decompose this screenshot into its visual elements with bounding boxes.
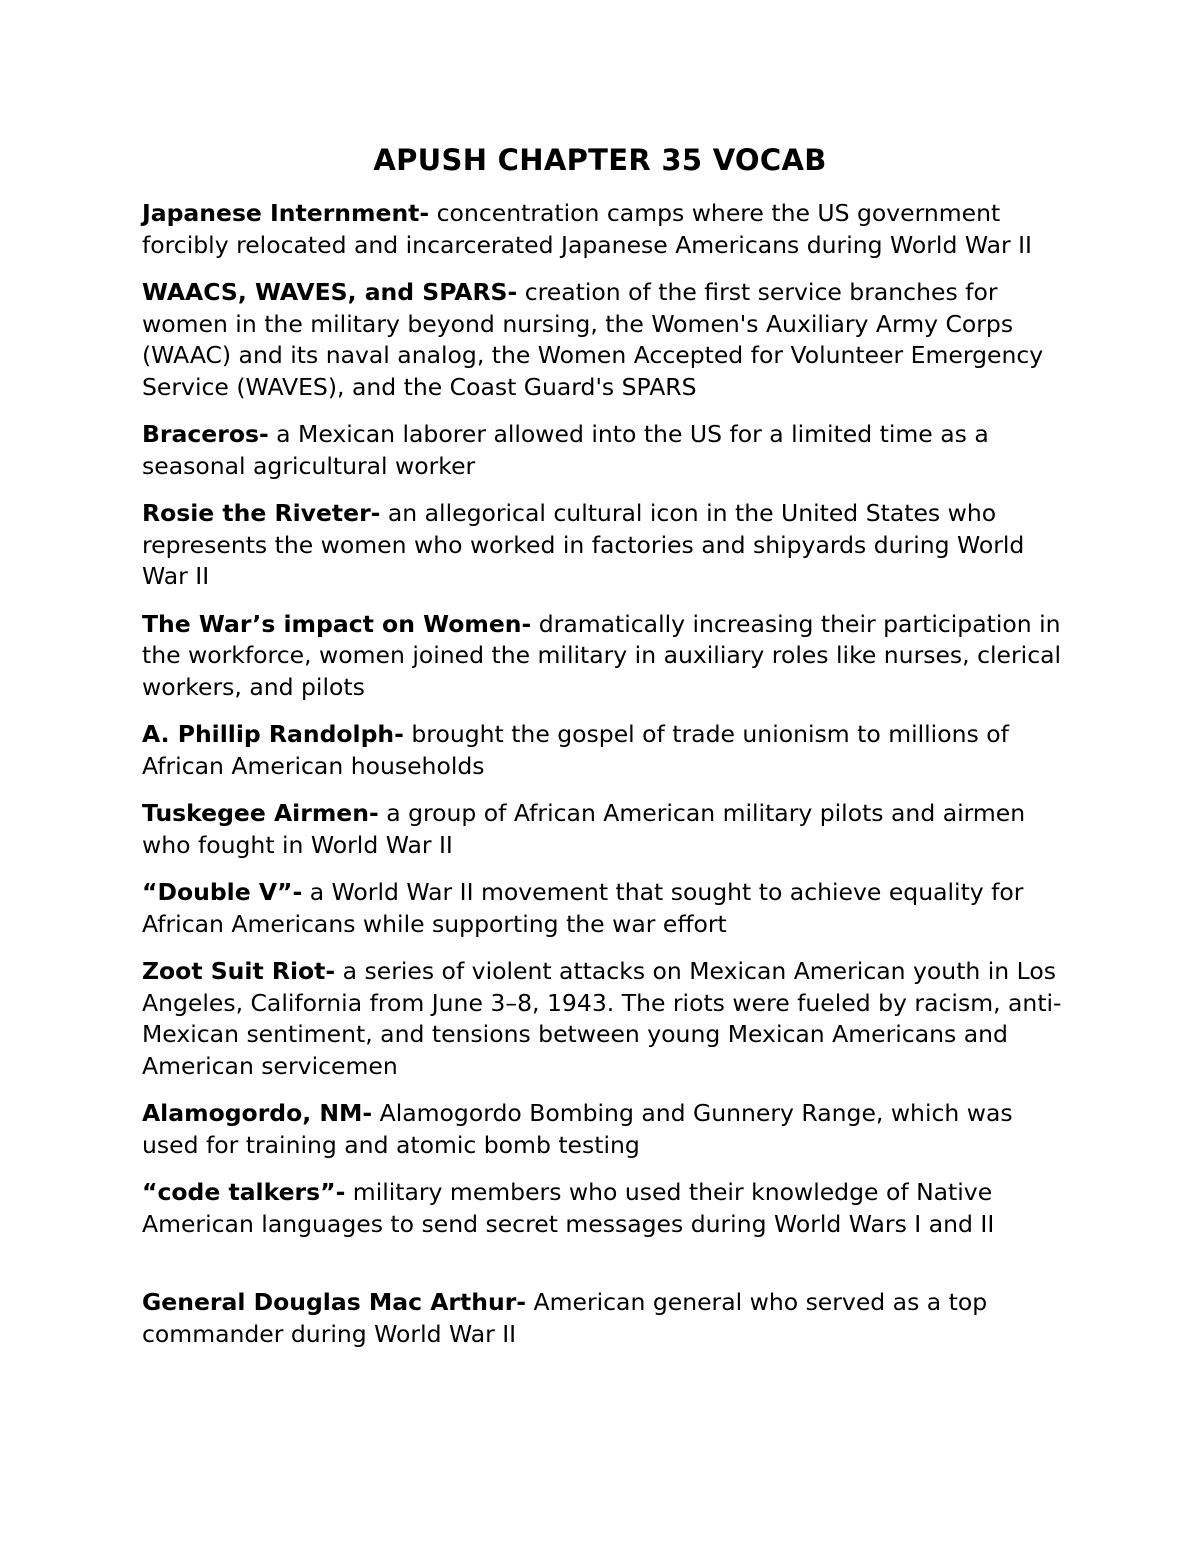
vocab-definition: an allegorical cultural icon in the United States who represents the women who worked in factories and shipyards during World War II: [142, 499, 1025, 590]
vocab-definition: military members who used their knowledge of Native American languages to send secret messages during World Wars I and II: [142, 1178, 995, 1238]
vocab-list: [142, 198, 1067, 1366]
vocab-definition: creation of the first service branches for women in the military beyond nursing, the Women's Auxiliary Army Corps (WAAC) and its naval analog, the Women Accepted for Volunteer Emergency Service (WAVES), and the Coast Guard's SPARS: [142, 278, 1044, 401]
vocab-term: WAACS, WAVES, and SPARS-: [142, 278, 518, 306]
vocab-entry: [142, 609, 1067, 704]
vocab-definition: American general who served as a top commander during World War II: [142, 1288, 988, 1348]
vocab-term: “code talkers”-: [142, 1178, 346, 1206]
vocab-term: Rosie the Riveter-: [142, 499, 381, 527]
vocab-definition: brought the gospel of trade unionism to millions of African American households: [142, 720, 1009, 780]
vocab-term: The War’s impact on Women-: [142, 609, 532, 638]
vocab-definition: a World War II movement that sought to achieve equality for African Americans while supporting the war effort: [142, 878, 1024, 938]
vocab-definition: a group of African American military pilots and airmen who fought in World War II: [142, 799, 1026, 859]
vocab-term: Tuskegee Airmen-: [142, 799, 379, 827]
vocab-definition: Alamogordo Bombing and Gunnery Range, which was used for training and atomic bomb testing: [142, 1099, 1013, 1159]
vocab-entry: [142, 1098, 1067, 1161]
vocab-entry: [142, 498, 1067, 593]
vocab-term: Braceros-: [142, 420, 269, 448]
page-title: APUSH CHAPTER 35 VOCAB: [373, 143, 827, 177]
vocab-entry: [142, 198, 1067, 261]
vocab-entry: [142, 719, 1067, 782]
vocab-entry: [142, 956, 1067, 1082]
vocab-definition: dramatically increasing their participation in the workforce, women joined the military in auxiliary roles like nurses, clerical workers, and pilots: [142, 609, 1062, 701]
vocab-entry: [142, 877, 1067, 940]
vocab-term: General Douglas Mac Arthur-: [142, 1288, 527, 1316]
vocab-entry: [142, 419, 1067, 482]
vocab-term: “Double V”-: [142, 878, 303, 906]
vocab-definition: a series of violent attacks on Mexican American youth in Los Angeles, California from June 3–8, 1943. The riots were fueled by racism, anti-Mexican sentiment, and tensions between young Mexican Americans and American servicemen: [142, 957, 1062, 1080]
vocab-term: Alamogordo, NM-: [142, 1099, 373, 1127]
vocab-entry: [142, 1177, 1067, 1240]
vocab-entry: [142, 798, 1067, 861]
vocab-term: A. Phillip Randolph-: [142, 720, 404, 748]
vocab-definition: a Mexican laborer allowed into the US for a limited time as a seasonal agricultural worker: [142, 420, 989, 480]
vocab-term: Japanese Internment-: [142, 199, 430, 227]
vocab-entry: [142, 1287, 1067, 1350]
vocab-entry: [142, 277, 1067, 403]
vocab-term: Zoot Suit Riot-: [142, 957, 336, 985]
vocab-definition: concentration camps where the US government forcibly relocated and incarcerated Japanese Americans during World War II: [142, 199, 1032, 259]
